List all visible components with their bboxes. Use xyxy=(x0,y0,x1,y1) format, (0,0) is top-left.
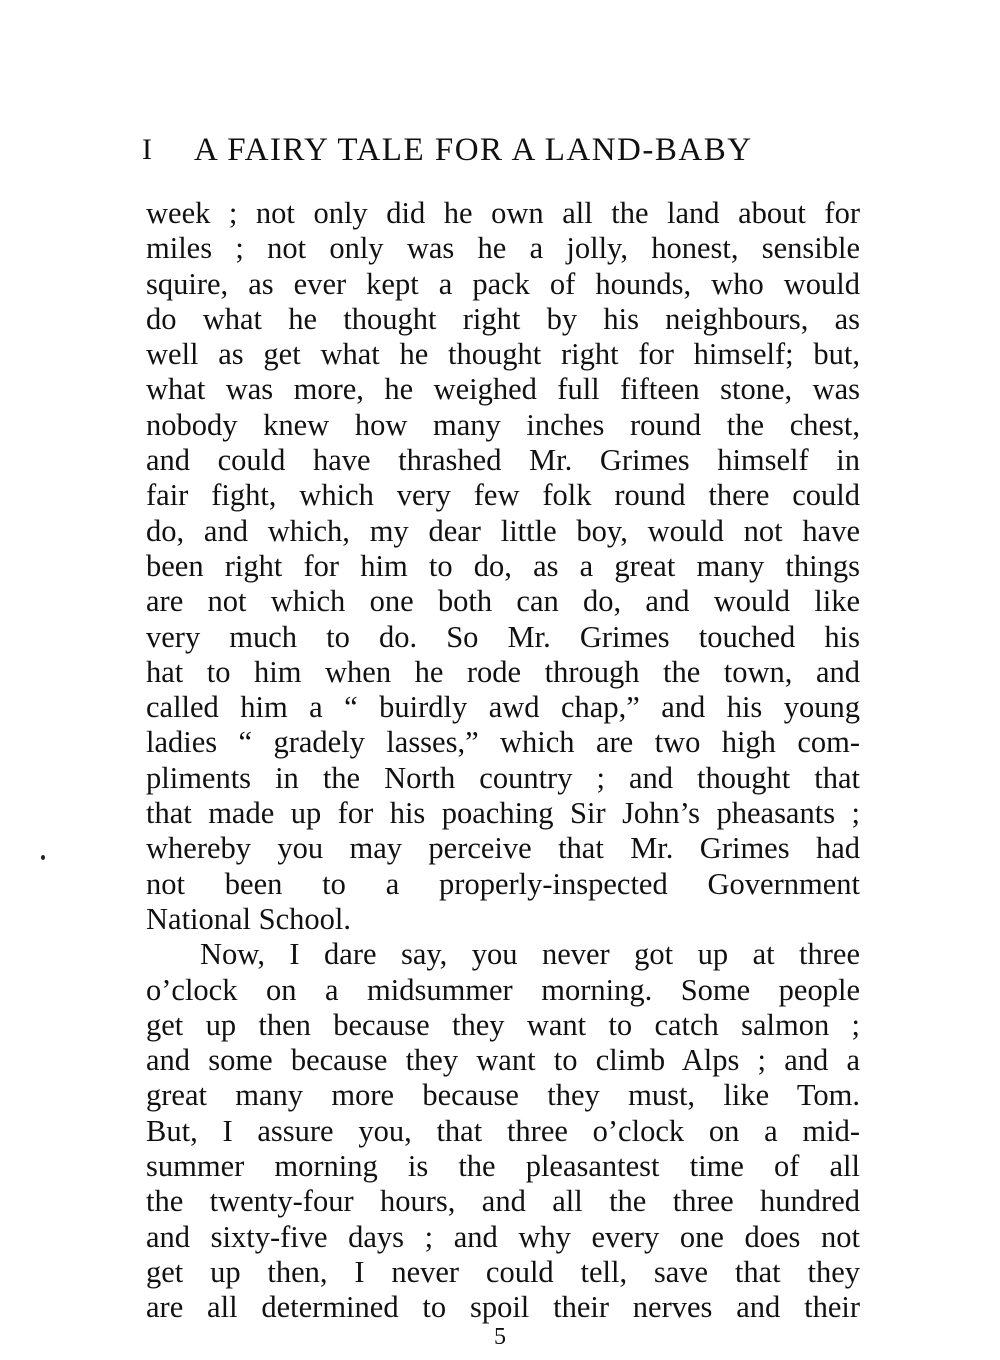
text-line: hat to him when he rode through the town, and xyxy=(146,654,860,689)
text-line: very much to do. So Mr. Grimes touched his xyxy=(146,619,860,654)
paragraph-end-line: National School. xyxy=(146,901,351,936)
body-text xyxy=(146,196,860,1326)
text-line: get up then, I never could tell, save that they xyxy=(146,1254,860,1289)
text-line: nobody knew how many inches round the chest, xyxy=(146,407,860,442)
text-line: and some because they want to climb Alps ; and a xyxy=(146,1043,860,1078)
text-line: not been to a properly-inspected Government xyxy=(146,866,860,901)
text-line: whereby you may perceive that Mr. Grimes had xyxy=(146,831,860,866)
text-line: pliments in the North country ; and thought that xyxy=(146,760,860,795)
text-line: called him a “ buirdly awd chap,” and his young xyxy=(146,690,860,725)
text-line: summer morning is the pleasantest time of all xyxy=(146,1149,860,1184)
page-number: 5 xyxy=(494,1324,506,1350)
text-line: fair fight, which very few folk round there could xyxy=(146,478,860,513)
running-header-title: A FAIRY TALE FOR A LAND-BABY xyxy=(194,132,753,168)
text-line: are all determined to spoil their nerves and their xyxy=(146,1290,860,1325)
text-line: well as get what he thought right for himself; but, xyxy=(146,337,860,372)
text-line: get up then because they want to catch salmon ; xyxy=(146,1007,860,1042)
chapter-numeral: I xyxy=(142,133,152,166)
text-line: do, and which, my dear little boy, would not have xyxy=(146,513,860,548)
text-line: But, I assure you, that three o’clock on a mid- xyxy=(146,1113,860,1148)
text-line: ladies “ gradely lasses,” which are two high com- xyxy=(146,725,860,760)
text-line: the twenty-four hours, and all the three hundred xyxy=(146,1184,860,1219)
text-line: that made up for his poaching Sir John’s pheasants ; xyxy=(146,796,860,831)
text-line: week ; not only did he own all the land about for xyxy=(146,196,860,230)
text-line: and could have thrashed Mr. Grimes himself in xyxy=(146,443,860,478)
text-line: what was more, he weighed full fifteen stone, was xyxy=(146,372,860,407)
paragraph-start-line: Now, I dare say, you never got up at three xyxy=(200,937,860,972)
text-line: do what he thought right by his neighbours, as xyxy=(146,301,860,336)
text-line: o’clock on a midsummer morning. Some people xyxy=(146,972,860,1007)
text-line: squire, as ever kept a pack of hounds, who would xyxy=(146,266,860,301)
text-line: are not which one both can do, and would like xyxy=(146,584,860,619)
ink-speck xyxy=(41,855,45,860)
text-line: great many more because they must, like Tom. xyxy=(146,1078,860,1113)
text-line: been right for him to do, as a great many things xyxy=(146,548,860,583)
text-line: miles ; not only was he a jolly, honest, sensible xyxy=(146,231,860,266)
text-line: and sixty-five days ; and why every one does not xyxy=(146,1219,860,1254)
